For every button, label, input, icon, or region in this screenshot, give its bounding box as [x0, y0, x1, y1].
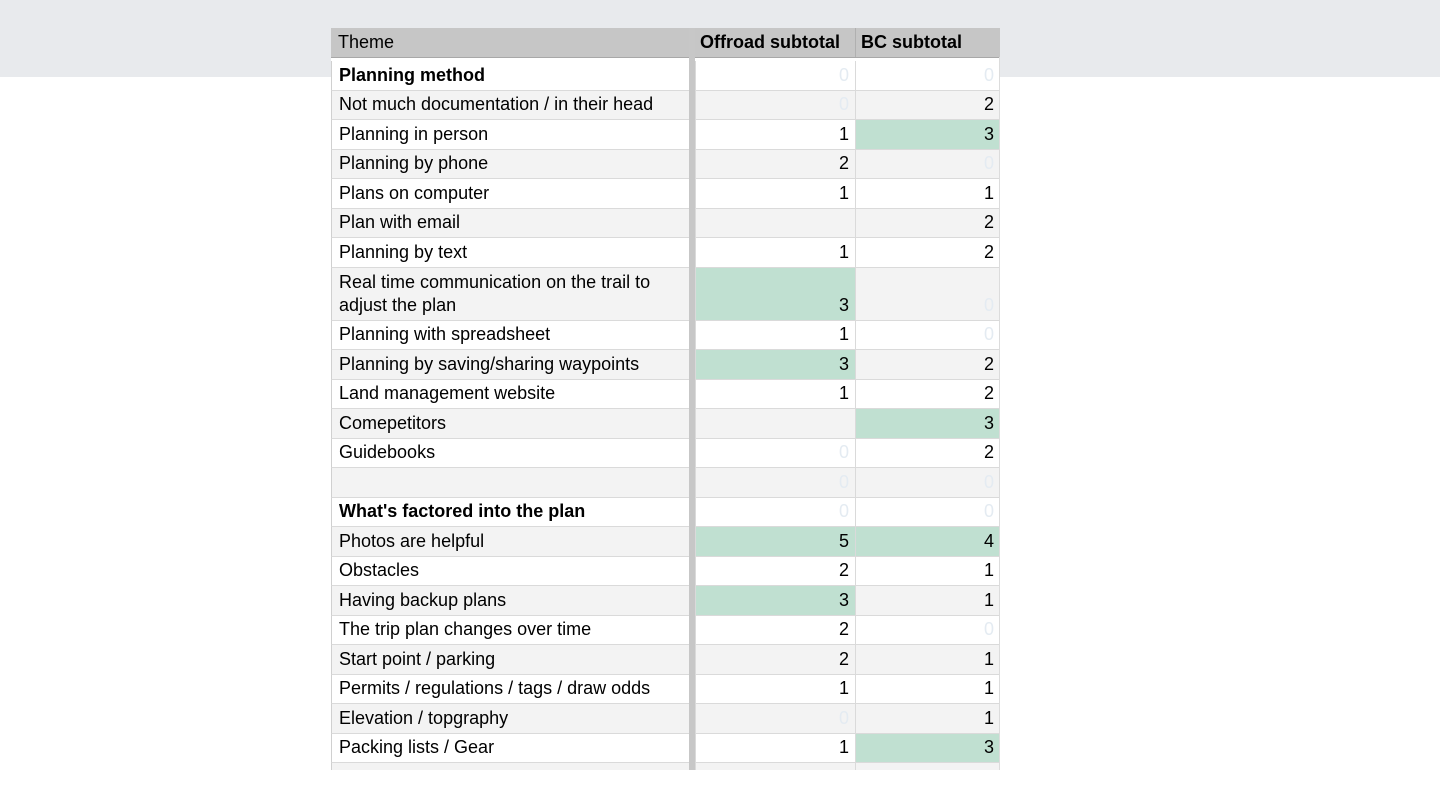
bc-subtotal-cell[interactable]	[855, 409, 1000, 439]
theme-cell[interactable]	[331, 179, 689, 209]
theme-cell-text: Land management website	[339, 383, 556, 403]
table-row	[331, 468, 1000, 498]
bc-subtotal-cell-value: 0	[983, 64, 994, 85]
bc-subtotal-cell-value: 1	[983, 678, 994, 698]
table-row	[331, 645, 1000, 675]
theme-cell[interactable]	[331, 439, 689, 469]
offroad-subtotal-cell[interactable]	[695, 586, 855, 616]
bc-subtotal-cell-value: 1	[983, 560, 994, 580]
table-row	[331, 439, 1000, 469]
bc-subtotal-cell[interactable]	[855, 380, 1000, 410]
theme-cell[interactable]	[331, 527, 689, 557]
theme-cell-text: Obstacles	[339, 560, 420, 580]
theme-cell-text: Planning method	[339, 64, 485, 85]
offroad-subtotal-cell-value: 2	[838, 648, 849, 669]
offroad-subtotal-cell[interactable]	[695, 209, 855, 239]
offroad-subtotal-cell-value: 1	[838, 123, 849, 144]
offroad-subtotal-cell[interactable]	[695, 150, 855, 180]
bc-subtotal-cell[interactable]	[855, 645, 1000, 675]
offroad-subtotal-cell[interactable]	[695, 409, 855, 439]
table-row	[331, 179, 1000, 209]
theme-cell-text: Not much documentation / in their head	[339, 94, 654, 114]
theme-cell[interactable]	[331, 468, 689, 498]
offroad-subtotal-cell-value: 0	[838, 94, 849, 114]
theme-cell-text: Real time communication on the trail to adjust the plan	[339, 271, 651, 315]
theme-cell[interactable]	[331, 734, 689, 764]
offroad-subtotal-cell-value: 1	[838, 678, 849, 698]
bc-subtotal-cell[interactable]	[855, 439, 1000, 469]
theme-cell-text: Packing lists / Gear	[339, 737, 495, 757]
offroad-subtotal-cell[interactable]	[695, 675, 855, 705]
theme-cell-text: Start point / parking	[339, 648, 496, 669]
bc-subtotal-cell[interactable]	[855, 704, 1000, 734]
bc-subtotal-cell-value: 3	[983, 412, 994, 433]
theme-cell[interactable]	[331, 704, 689, 734]
theme-cell[interactable]	[331, 209, 689, 239]
table-row	[331, 350, 1000, 380]
theme-cell[interactable]	[331, 350, 689, 380]
bc-subtotal-cell-value: 1	[983, 707, 994, 728]
offroad-subtotal-cell-value: 3	[838, 294, 849, 315]
bc-subtotal-cell[interactable]	[855, 120, 1000, 150]
bc-subtotal-cell-value: 1	[983, 589, 994, 610]
table-row	[331, 238, 1000, 268]
theme-cell-text: Elevation / topgraphy	[339, 707, 509, 728]
grid-right-edge	[999, 57, 1000, 770]
bc-subtotal-cell-value: 3	[983, 123, 994, 144]
theme-cell[interactable]	[331, 557, 689, 587]
bc-subtotal-cell[interactable]	[855, 350, 1000, 380]
offroad-subtotal-cell-value: 1	[838, 324, 849, 344]
bc-subtotal-cell-value: 2	[983, 353, 994, 374]
offroad-subtotal-cell[interactable]	[695, 527, 855, 557]
bc-subtotal-cell-value: 0	[983, 153, 994, 173]
bc-subtotal-cell-value: 0	[983, 501, 994, 521]
offroad-subtotal-cell[interactable]	[695, 380, 855, 410]
offroad-subtotal-cell[interactable]	[695, 498, 855, 528]
bc-subtotal-cell[interactable]	[855, 61, 1000, 91]
offroad-subtotal-cell[interactable]	[695, 179, 855, 209]
theme-cell-text: Planning by text	[339, 241, 468, 262]
theme-cell[interactable]	[331, 675, 689, 705]
theme-cell[interactable]	[331, 238, 689, 268]
offroad-subtotal-cell-value: 5	[838, 530, 849, 551]
offroad-subtotal-cell[interactable]	[695, 645, 855, 675]
table-row	[331, 321, 1000, 351]
offroad-subtotal-cell[interactable]	[695, 616, 855, 646]
offroad-subtotal-cell[interactable]	[695, 91, 855, 121]
bc-subtotal-cell[interactable]	[855, 557, 1000, 587]
theme-cell[interactable]	[331, 91, 689, 121]
offroad-subtotal-cell-value: 0	[838, 64, 849, 85]
bc-subtotal-cell[interactable]	[855, 586, 1000, 616]
header-row	[331, 28, 1000, 58]
bc-subtotal-cell[interactable]	[855, 238, 1000, 268]
table-row	[331, 527, 1000, 557]
offroad-subtotal-cell-value: 1	[838, 182, 849, 203]
theme-cell[interactable]	[331, 616, 689, 646]
offroad-subtotal-cell[interactable]	[695, 763, 855, 770]
theme-cell[interactable]	[331, 61, 689, 91]
offroad-subtotal-cell-value: 2	[838, 153, 849, 173]
offroad-subtotal-cell[interactable]	[695, 238, 855, 268]
offroad-subtotal-cell[interactable]	[695, 61, 855, 91]
bc-subtotal-cell[interactable]	[855, 209, 1000, 239]
bc-subtotal-cell[interactable]	[855, 150, 1000, 180]
table-row	[331, 150, 1000, 180]
bc-subtotal-cell-value: 2	[983, 94, 994, 114]
bc-subtotal-cell-value: 2	[983, 212, 994, 232]
theme-cell[interactable]	[331, 409, 689, 439]
offroad-subtotal-cell[interactable]	[695, 439, 855, 469]
theme-cell-text: Plan with email	[339, 212, 461, 232]
table-row	[331, 268, 1000, 321]
offroad-subtotal-cell[interactable]	[695, 704, 855, 734]
table-row	[331, 409, 1000, 439]
offroad-subtotal-cell[interactable]	[695, 734, 855, 764]
offroad-subtotal-cell-value: 0	[838, 707, 849, 728]
offroad-subtotal-cell-value: 0	[838, 471, 849, 492]
offroad-subtotal-cell[interactable]	[695, 120, 855, 150]
theme-cell-text: Photos are helpful	[339, 530, 485, 551]
table-row	[331, 586, 1000, 616]
offroad-subtotal-cell-value: 1	[838, 241, 849, 262]
table-row	[331, 763, 1000, 770]
theme-cell[interactable]	[331, 763, 689, 770]
offroad-subtotal-cell-value: 3	[838, 589, 849, 610]
theme-cell[interactable]	[331, 586, 689, 616]
theme-cell-text: What's factored into the plan	[339, 501, 586, 521]
bc-subtotal-cell[interactable]	[855, 468, 1000, 498]
offroad-subtotal-cell[interactable]	[695, 268, 855, 321]
table-row	[331, 91, 1000, 121]
bc-subtotal-cell[interactable]	[855, 321, 1000, 351]
bc-subtotal-cell-value: 4	[983, 530, 994, 551]
column-header-theme[interactable]: Theme	[338, 32, 395, 52]
bc-subtotal-cell-value: 0	[983, 619, 994, 639]
theme-cell-text: Planning with spreadsheet	[339, 324, 551, 344]
bc-subtotal-cell-value: 0	[983, 294, 994, 315]
theme-cell[interactable]	[331, 645, 689, 675]
offroad-subtotal-cell-value: 1	[838, 383, 849, 403]
bc-subtotal-cell[interactable]	[855, 498, 1000, 528]
bc-subtotal-cell-value: 1	[983, 648, 994, 669]
table-row	[331, 209, 1000, 239]
table-row	[331, 120, 1000, 150]
table-row	[331, 557, 1000, 587]
theme-cell-text: Comepetitors	[339, 412, 447, 433]
theme-cell[interactable]	[331, 321, 689, 351]
offroad-subtotal-cell-value: 0	[838, 501, 849, 521]
table-row	[331, 61, 1000, 91]
table-body	[331, 61, 1000, 770]
table-row	[331, 675, 1000, 705]
offroad-subtotal-cell-value: 2	[838, 560, 849, 580]
bc-subtotal-cell-value: 1	[983, 182, 994, 203]
bc-subtotal-cell[interactable]	[855, 616, 1000, 646]
offroad-subtotal-cell-value: 2	[838, 619, 849, 639]
offroad-subtotal-cell-value: 3	[838, 353, 849, 374]
theme-cell-text: Planning by phone	[339, 153, 489, 173]
bc-subtotal-cell[interactable]	[855, 268, 1000, 321]
table-row	[331, 616, 1000, 646]
column-header-bc-subtotal[interactable]: BC subtotal	[855, 28, 1000, 57]
theme-cell-text: The trip plan changes over time	[339, 619, 592, 639]
offroad-subtotal-cell[interactable]	[695, 557, 855, 587]
bc-subtotal-cell-value: 2	[983, 241, 994, 262]
table-row	[331, 498, 1000, 528]
spreadsheet-grid[interactable]	[331, 28, 1000, 770]
offroad-subtotal-cell[interactable]	[695, 468, 855, 498]
bc-subtotal-cell-value: 0	[983, 471, 994, 492]
theme-cell[interactable]	[331, 498, 689, 528]
bc-subtotal-cell[interactable]	[855, 527, 1000, 557]
offroad-subtotal-cell[interactable]	[695, 350, 855, 380]
table-row	[331, 734, 1000, 764]
bc-subtotal-cell[interactable]	[855, 675, 1000, 705]
theme-cell[interactable]	[331, 120, 689, 150]
offroad-subtotal-cell-value: 0	[838, 442, 849, 462]
bc-subtotal-cell-value: 2	[983, 383, 994, 403]
table-row	[331, 704, 1000, 734]
frozen-column-divider[interactable]	[689, 28, 695, 770]
bc-subtotal-cell-value: 3	[983, 737, 994, 757]
table-row	[331, 380, 1000, 410]
theme-cell-text: Guidebooks	[339, 442, 436, 462]
theme-cell-text: Permits / regulations / tags / draw odds	[339, 678, 651, 698]
theme-cell-text: Planning by saving/sharing waypoints	[339, 353, 640, 374]
theme-cell-text: Plans on computer	[339, 182, 490, 203]
offroad-subtotal-cell-value: 1	[838, 737, 849, 757]
column-header-offroad-subtotal[interactable]: Offroad subtotal	[700, 32, 840, 52]
bc-subtotal-cell-value: 0	[983, 324, 994, 344]
bc-subtotal-cell[interactable]	[855, 179, 1000, 209]
theme-cell-text: Having backup plans	[339, 589, 507, 610]
bc-subtotal-cell-value: 2	[983, 442, 994, 462]
theme-cell[interactable]	[331, 380, 689, 410]
bc-subtotal-cell[interactable]	[855, 734, 1000, 764]
offroad-subtotal-cell[interactable]	[695, 321, 855, 351]
bc-subtotal-cell[interactable]	[855, 91, 1000, 121]
theme-cell[interactable]	[331, 268, 689, 321]
theme-cell-text: Planning in person	[339, 123, 489, 144]
bc-subtotal-cell[interactable]	[855, 763, 1000, 770]
theme-cell[interactable]	[331, 150, 689, 180]
